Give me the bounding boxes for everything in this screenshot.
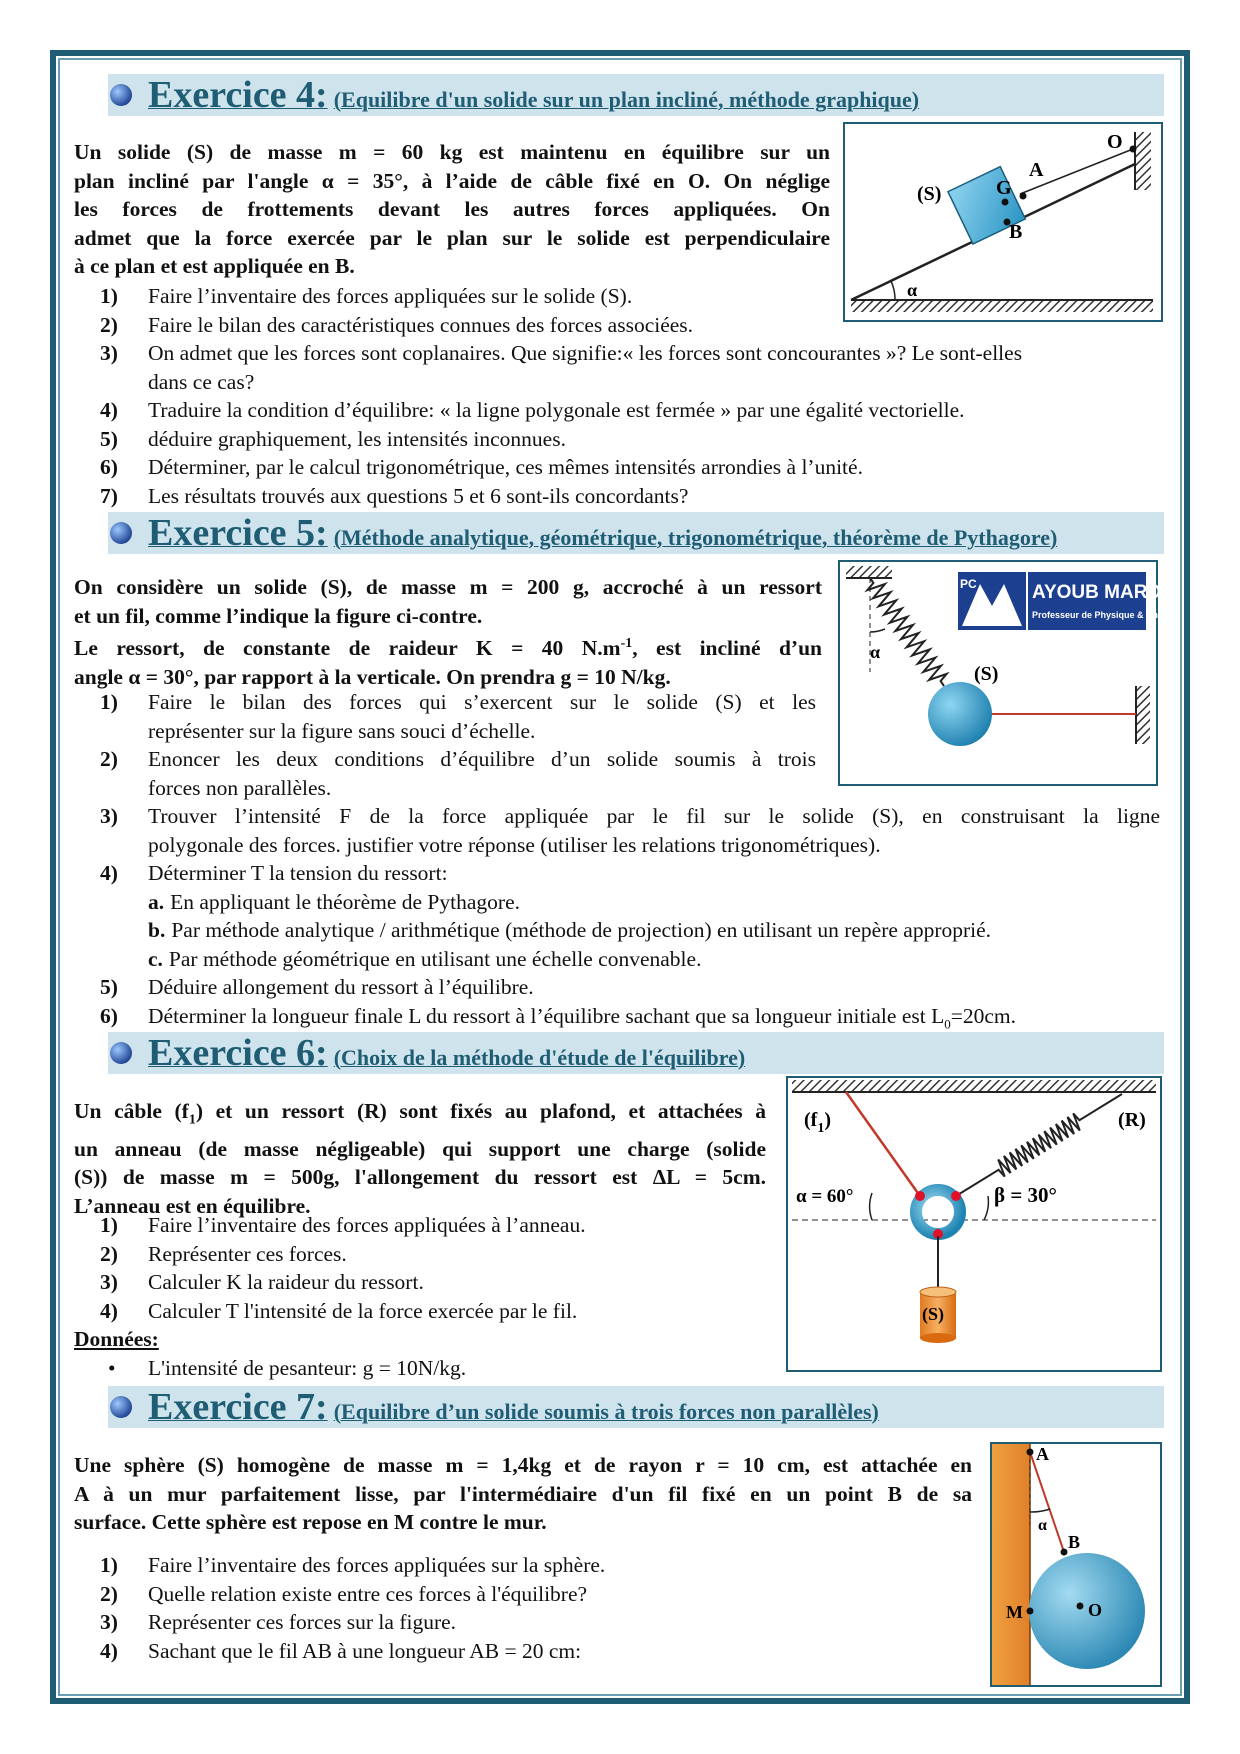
exercise-5-title: Exercice 5: (Méthode analytique, géométrique, trigonométrique, théorème de Pythagore) xyxy=(148,512,1058,554)
exercise-7-title: Exercice 7: (Equilibre d’un solide soumis à trois forces non parallèles) xyxy=(148,1386,879,1428)
cable-f1 xyxy=(846,1092,920,1196)
exercise-7-figure xyxy=(990,1442,1162,1687)
label-S: (S) xyxy=(917,183,942,205)
label-G: G xyxy=(996,177,1012,199)
exercise-5-subquestion: c. Par méthode géométrique en utilisant une échelle convenable. xyxy=(148,947,702,971)
label-alpha: α xyxy=(907,280,918,300)
bullet-icon xyxy=(108,1394,134,1420)
label-beta: β = 30° xyxy=(994,1183,1057,1207)
spring-R xyxy=(956,1094,1122,1196)
label-O: O xyxy=(1088,1600,1103,1620)
exercise-7-statement: Une sphère (S) homogène de masse m = 1,4kg et de rayon r = 10 cm, est attachée en A à un mur parfaitement lisse, par l'intermédiaire d'un fil fixé en un point B de sa surface. Cette sphère est repose en M contre le mur. xyxy=(74,1453,972,1535)
spring xyxy=(867,578,946,686)
label-S: (S) xyxy=(974,663,999,685)
exercise-5-subquestion: a. En appliquant le théorème de Pythagore. xyxy=(148,890,520,914)
sphere xyxy=(1029,1553,1145,1669)
exercise-6-header xyxy=(108,1032,1164,1074)
exercise-4-title: Exercice 4: (Equilibre d'un solide sur un plan incliné, méthode graphique) xyxy=(148,74,920,116)
label-alpha: α = 60° xyxy=(796,1186,854,1207)
label-A: A xyxy=(1029,159,1044,181)
bullet-icon xyxy=(108,1040,134,1066)
exercise-7-header xyxy=(108,1386,1164,1428)
exercise-5-header xyxy=(108,512,1164,554)
label-S: (S) xyxy=(922,1304,944,1324)
data-item: L'intensité de pesanteur: g = 10N/kg. xyxy=(148,1356,467,1380)
label-M: M xyxy=(1006,1602,1023,1622)
label-B: B xyxy=(1009,221,1023,243)
label-f1: $(f_1)$ xyxy=(804,1109,831,1136)
label-alpha: α xyxy=(1038,1517,1047,1534)
data-bullet: • xyxy=(108,1356,116,1380)
author-logo xyxy=(956,568,1176,634)
svg-text:PC: PC xyxy=(960,577,977,591)
bullet-icon xyxy=(108,82,134,108)
svg-text:AYOUB MARDI: AYOUB MARDI xyxy=(1032,582,1167,603)
label-alpha: α xyxy=(870,642,881,662)
exercise-5-figure xyxy=(838,560,1177,786)
exercise-4-header xyxy=(108,74,1164,116)
wall xyxy=(992,1444,1030,1685)
svg-text:Professeur de Physique & Chimi: Professeur de Physique & Chimie xyxy=(1032,610,1177,620)
exercise-5-statement: On considère un solide (S), de masse m = 200 g, accroché à un ressort et un fil, comme l’indique la figure ci-contre. Le ressort, de constante de raideur K = 40 $N.m^{-1}$, est incliné d’un angle α = 30°, par rapport à la verticale. On prendra g = 10 N/kg. xyxy=(74,575,822,689)
exercise-6-title: Exercice 6: (Choix de la méthode d'étude de l'équilibre) xyxy=(148,1032,746,1074)
data-heading: Données: xyxy=(74,1327,159,1351)
exercise-6-statement: Un câble $(f_1)$ et un ressort (R) sont fixés au plafond, et attachées à un anneau (de masse négligeable) qui support une charge (solide (S)) de masse m = 500g, l'allongement du ressort est ΔL = 5cm. L’anneau est en équilibre. xyxy=(74,1099,766,1219)
exercise-4-statement: Un solide (S) de masse m = 60 kg est maintenu en équilibre sur un plan incliné par l'angle α = 35°, à l’aide de câble fixé en O. On néglige les forces de frottements devant les autres forces appliquées. On admet que la force exercée par le plan sur le solide est perpendiculaire à ce plan et est appliquée en B. xyxy=(74,140,830,279)
label-B: B xyxy=(1068,1532,1081,1552)
solid-ball xyxy=(928,682,992,746)
label-R: (R) xyxy=(1118,1109,1146,1131)
exercise-5-subquestion: b. Par méthode analytique / arithmétique (méthode de projection) en utilisant un repère approprié. xyxy=(148,918,992,942)
thread-AB xyxy=(1030,1452,1064,1552)
wall-hatch xyxy=(1135,132,1151,190)
label-O: O xyxy=(1107,131,1123,153)
exercise-6-figure xyxy=(786,1076,1162,1372)
bullet-icon xyxy=(108,520,134,546)
label-A: A xyxy=(1036,1444,1049,1464)
